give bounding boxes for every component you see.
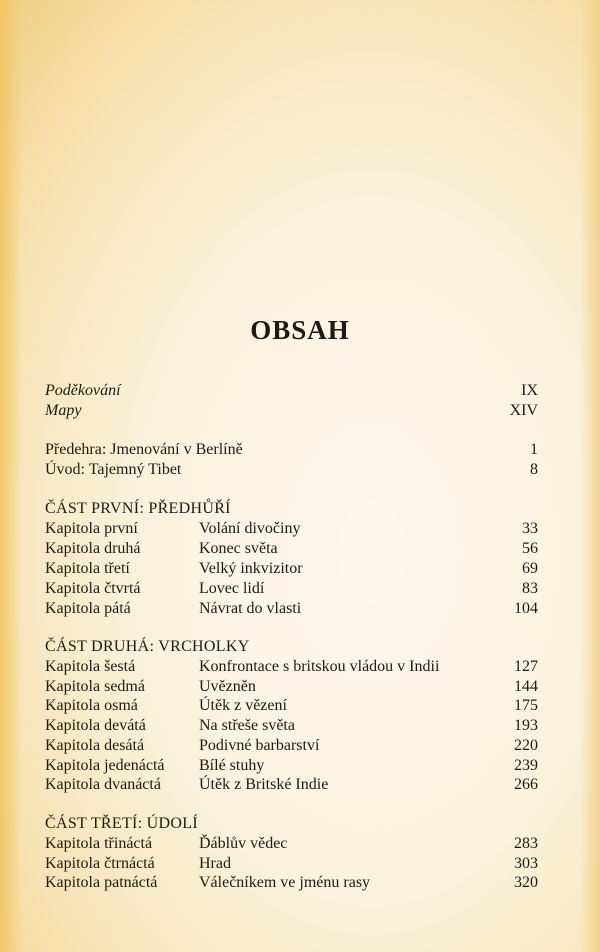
chapter-title: Bílé stuhy xyxy=(199,757,265,774)
toc-page-number: 83 xyxy=(522,580,538,597)
toc-chapter-row xyxy=(45,756,538,776)
toc-page-number: 303 xyxy=(514,855,538,872)
toc-page-number: 193 xyxy=(514,717,538,734)
chapter-title: Uvězněn xyxy=(199,678,256,695)
toc-entry-label: Mapy xyxy=(45,402,82,419)
toc-chapter-row xyxy=(45,854,538,874)
toc-page-number: 266 xyxy=(514,776,538,793)
chapter-number: Kapitola pátá xyxy=(45,600,131,617)
page-edge-right xyxy=(580,0,600,952)
toc-page-number: XIV xyxy=(509,402,538,419)
toc-entry-prelude xyxy=(45,440,538,460)
toc-page-number: 56 xyxy=(522,540,538,557)
toc-chapter-row xyxy=(45,599,538,619)
chapter-title: Útěk z Britské Indie xyxy=(199,776,329,793)
chapter-title: Ďáblův vědec xyxy=(199,835,288,852)
toc-chapter-row xyxy=(45,539,538,559)
toc-chapter-row xyxy=(45,696,538,716)
chapter-title: Na střeše světa xyxy=(199,717,295,734)
toc-entry-label: Předehra: Jmenování v Berlíně xyxy=(45,441,243,458)
chapter-title: Konfrontace s britskou vládou v Indii xyxy=(199,658,440,675)
chapter-title: Válečníkem ve jménu rasy xyxy=(199,874,371,891)
chapter-number: Kapitola druhá xyxy=(45,540,141,557)
toc-page-number: 144 xyxy=(514,678,538,695)
chapter-title: Konec světa xyxy=(199,540,278,557)
toc-chapter-row xyxy=(45,657,538,677)
toc-entry-label: Úvod: Tajemný Tibet xyxy=(45,461,182,478)
toc-chapter-row xyxy=(45,834,538,854)
toc-chapter-row xyxy=(45,677,538,697)
chapter-number: Kapitola osmá xyxy=(45,697,138,714)
chapter-number: Kapitola desátá xyxy=(45,737,145,754)
toc-page-number: 8 xyxy=(530,461,538,478)
toc-entry-label: Poděkování xyxy=(45,382,121,399)
part-heading: ČÁST TŘETÍ: ÚDOLÍ xyxy=(45,815,198,832)
page-edge-left xyxy=(0,0,22,952)
chapter-number: Kapitola sedmá xyxy=(45,678,145,695)
chapter-title: Podivné barbarství xyxy=(199,737,320,754)
part-heading: ČÁST PRVNÍ: PŘEDHŮŘÍ xyxy=(45,500,231,517)
toc-entry-introduction xyxy=(45,460,538,480)
chapter-title: Lovec lidí xyxy=(199,580,265,597)
toc-page-number: 283 xyxy=(514,835,538,852)
chapter-number: Kapitola šestá xyxy=(45,658,136,675)
toc-page-number: 239 xyxy=(514,757,538,774)
toc-chapter-row xyxy=(45,736,538,756)
toc-page-number: 104 xyxy=(514,600,538,617)
toc-page-number: 1 xyxy=(530,441,538,458)
toc-page-number: 175 xyxy=(514,697,538,714)
toc-page-number: 320 xyxy=(514,874,538,891)
chapter-title: Hrad xyxy=(199,855,231,872)
chapter-number: Kapitola jedenáctá xyxy=(45,757,165,774)
chapter-number: Kapitola patnáctá xyxy=(45,874,158,891)
part-heading: ČÁST DRUHÁ: VRCHOLKY xyxy=(45,638,250,655)
toc-page-number: IX xyxy=(521,382,538,399)
toc-page-number: 33 xyxy=(522,520,538,537)
page-title: OBSAH xyxy=(250,315,350,345)
chapter-title: Volání divočiny xyxy=(199,520,301,537)
chapter-number: Kapitola dvanáctá xyxy=(45,776,161,793)
chapter-number: Kapitola devátá xyxy=(45,717,146,734)
toc-chapter-row xyxy=(45,775,538,795)
toc-page-number: 69 xyxy=(522,560,538,577)
chapter-title: Návrat do vlasti xyxy=(199,600,302,617)
toc-chapter-row xyxy=(45,559,538,579)
chapter-number: Kapitola třináctá xyxy=(45,835,153,852)
chapter-title: Útěk z vězení xyxy=(199,697,287,714)
chapter-number: Kapitola čtvrtá xyxy=(45,580,141,597)
toc-entry-acknowledgements xyxy=(45,381,538,401)
chapter-title: Velký inkvizitor xyxy=(199,560,303,577)
toc-entry-maps xyxy=(45,401,538,421)
toc-page-number: 220 xyxy=(514,737,538,754)
toc-chapter-row xyxy=(45,579,538,599)
toc-chapter-row xyxy=(45,873,538,893)
chapter-number: Kapitola první xyxy=(45,520,138,537)
chapter-number: Kapitola čtrnáctá xyxy=(45,855,155,872)
chapter-number: Kapitola třetí xyxy=(45,560,130,577)
toc-page-number: 127 xyxy=(514,658,538,675)
toc-chapter-row xyxy=(45,519,538,539)
toc-chapter-row xyxy=(45,716,538,736)
